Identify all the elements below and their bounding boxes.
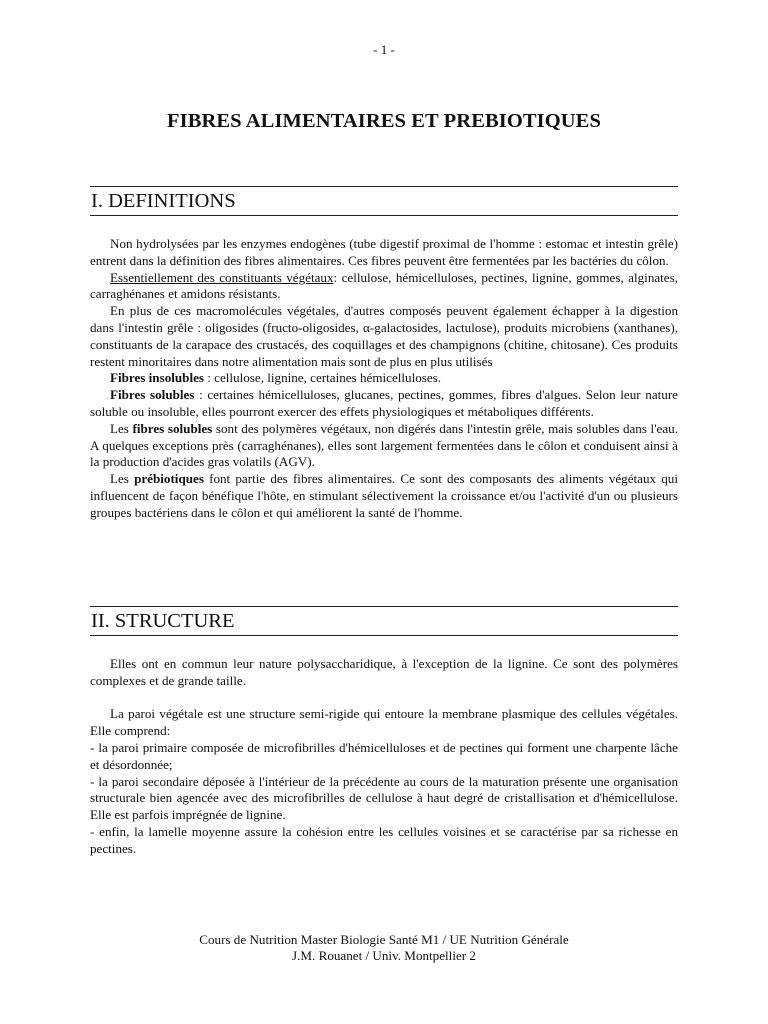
paragraph: Elles ont en commun leur nature polysaccharidique, à l'exception de la lignine. Ce sont des polymères complexes et de grande taille.	[90, 656, 678, 688]
page-footer	[0, 932, 768, 963]
footer-author-line: J.M. Rouanet / Univ. Montpellier 2	[292, 947, 476, 963]
paragraph-text: : certaines hémicelluloses, glucanes, pectines, gommes, fibres d'algues. Selon leur nature soluble ou insoluble, elles pourront exercer des effets physiologiques et métaboliques différents.	[90, 387, 678, 419]
bold-term: fibres solubles	[132, 420, 213, 436]
paragraph	[90, 421, 678, 471]
paragraph: En plus de ces macromolécules végétales, d'autres composés peuvent également échapper à la digestion dans l'intestin grêle : oligosides (fructo-oligosides, α-galactosides, lactulose), produits microbiens (xanthanes), constituants de la carapace des crustacés, des coquillages et des champignons (chitine, chitosane). Ces produits restent minoritaires dans notre alimentation mais sont de plus en plus utilisés	[90, 303, 678, 369]
list-item: - enfin, la lamelle moyenne assure la cohésion entre les cellules voisines et se caractérise par sa richesse en pectines.	[90, 823, 678, 856]
paragraph-text: Les	[110, 471, 135, 487]
footer-course-line: Cours de Nutrition Master Biologie Santé M1 / UE Nutrition Générale	[199, 932, 569, 947]
list-item: - la paroi secondaire déposée à l'intérieur de la précédente au cours de la maturation présente une organisation structurale bien agencée avec des microfibrilles de cellulose à haut degré de cristallisation et d'hémicellulose. Elle est parfois imprégnée de lignine.	[90, 773, 678, 823]
paragraph	[90, 270, 678, 304]
section-heading-definitions: I. DEFINITIONS	[90, 186, 678, 216]
paragraph-text: Les	[110, 420, 133, 436]
list-item: - la paroi primaire composée de microfibrilles d'hémicelluloses et de pectines qui forment une charpente lâche et désordonnée;	[90, 739, 678, 772]
paragraph	[90, 471, 678, 521]
section-heading-structure: II. STRUCTURE	[90, 606, 678, 636]
page-number: - 1 -	[373, 42, 395, 57]
paragraph-spacer	[90, 690, 678, 707]
bold-term: Fibres insolubles	[110, 370, 204, 386]
section-definitions-body	[90, 236, 678, 522]
bold-term: prébiotiques	[134, 471, 204, 487]
paragraph-text: : cellulose, hémicelluloses, pectines, lignine, gommes, alginates, carraghénanes et amidons résistants.	[90, 269, 678, 302]
bold-term: Fibres solubles	[110, 387, 195, 403]
paragraph-text: sont des polymères végétaux, non digérés dans l'intestin grêle, mais solubles dans l'eau. A quelques exceptions près (carraghénanes), elles sont largement fermentées dans le côlon et conduisent ainsi à la production d'acides gras volatils (AGV).	[90, 420, 678, 470]
underlined-term: Essentiellement des constituants végétaux	[110, 269, 334, 285]
section-structure-body	[90, 656, 678, 858]
paragraph	[90, 387, 678, 421]
paragraph: La paroi végétale est une structure semi-rigide qui entoure la membrane plasmique des cellules végétales. Elle comprend:	[90, 706, 678, 739]
paragraph: Non hydrolysées par les enzymes endogènes (tube digestif proximal de l'homme : estomac et intestin grêle) entrent dans la définition des fibres alimentaires. Ces fibres peuvent être fermentées par les bactéries du côlon.	[90, 236, 678, 268]
paragraph	[90, 370, 678, 387]
paragraph-text: : cellulose, lignine, certaines hémicelluloses.	[203, 370, 442, 386]
document-title: FIBRES ALIMENTAIRES ET PREBIOTIQUES	[167, 110, 601, 132]
paragraph-text: font partie des fibres alimentaires. Ce sont des composants des aliments végétaux qui influencent de façon bénéfique l'hôte, en stimulant sélectivement la croissance et/ou l'activité d'un ou plusieurs groupes bactériens dans le côlon et qui améliorent la santé de l'homme.	[90, 471, 678, 520]
